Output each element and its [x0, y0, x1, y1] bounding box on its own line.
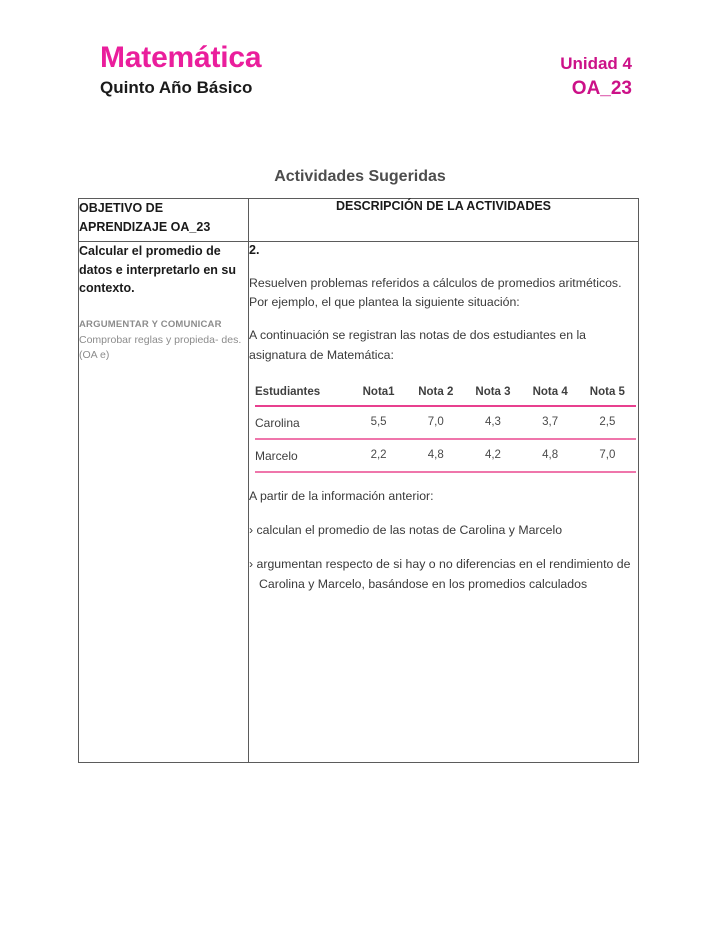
grades-col-nota3: Nota 3	[464, 384, 521, 406]
oa-code-label: OA_23	[571, 78, 632, 100]
description-cell	[249, 242, 639, 763]
grades-student-name: Carolina	[255, 406, 350, 439]
skill-heading: ARGUMENTAR Y COMUNICAR	[79, 318, 222, 330]
activity-bullet-1	[249, 521, 638, 541]
bullet-marker-icon: ›	[249, 556, 254, 571]
grades-student-name: Marcelo	[255, 439, 350, 472]
subject-title: Matemática	[100, 41, 262, 74]
grades-cell: 7,0	[407, 406, 464, 439]
grades-table-wrapper	[255, 384, 636, 473]
objective-text: Calcular el promedio de datos e interpretarlo en su contexto.	[79, 244, 236, 295]
bullet-marker-icon: ›	[249, 523, 254, 538]
grades-cell: 2,2	[350, 439, 407, 472]
grades-col-estudiantes: Estudiantes	[255, 384, 350, 406]
grades-header-row	[255, 384, 636, 406]
header-left-block	[100, 42, 261, 98]
page-header	[0, 0, 720, 130]
table-row	[255, 439, 636, 472]
activity-bullet-2-text: argumentan respecto de si hay o no diferencias en el rendimiento de Carolina y Marcelo, basándose en los promedios calculados	[256, 556, 631, 591]
column-header-objective: OBJETIVO DE APRENDIZAJE OA_23	[79, 199, 249, 242]
table-header-row	[79, 199, 639, 242]
subject-level: Quinto Año Básico	[100, 78, 253, 98]
activity-bullet-1-text: calculan el promedio de las notas de Carolina y Marcelo	[256, 523, 563, 538]
grades-cell: 4,2	[464, 439, 521, 472]
grades-col-nota5: Nota 5	[579, 384, 636, 406]
grades-col-nota4: Nota 4	[522, 384, 579, 406]
header-right-block	[560, 53, 632, 101]
skill-block	[79, 318, 248, 364]
skill-description: Comprobar reglas y propieda- des. (OA e)	[79, 333, 242, 361]
unit-label: Unidad 4	[560, 54, 632, 73]
objective-cell	[79, 242, 249, 763]
table-content-row	[79, 242, 639, 763]
activity-paragraph-1: Resuelven problemas referidos a cálculos de promedios aritméticos. Por ejemplo, el que plantea la siguiente situación:	[249, 275, 622, 310]
grades-cell: 4,8	[407, 439, 464, 472]
activities-table	[78, 198, 639, 763]
grades-col-nota1: Nota1	[350, 384, 407, 406]
activity-paragraph-3: A partir de la información anterior:	[249, 489, 434, 504]
grades-cell: 4,8	[522, 439, 579, 472]
grades-cell: 2,5	[579, 406, 636, 439]
grades-table	[255, 384, 636, 473]
grades-cell: 7,0	[579, 439, 636, 472]
table-row	[255, 406, 636, 439]
grades-cell: 3,7	[522, 406, 579, 439]
grades-cell: 4,3	[464, 406, 521, 439]
grades-col-nota2: Nota 2	[407, 384, 464, 406]
activity-paragraph-2: A continuación se registran las notas de dos estudiantes en la asignatura de Matemática:	[249, 328, 587, 363]
grades-cell: 5,5	[350, 406, 407, 439]
section-title: Actividades Sugeridas	[274, 168, 446, 185]
activity-bullet-2	[249, 555, 638, 595]
column-header-description: DESCRIPCIÓN DE LA ACTIVIDADES	[249, 199, 639, 242]
activity-number: 2.	[249, 243, 260, 257]
